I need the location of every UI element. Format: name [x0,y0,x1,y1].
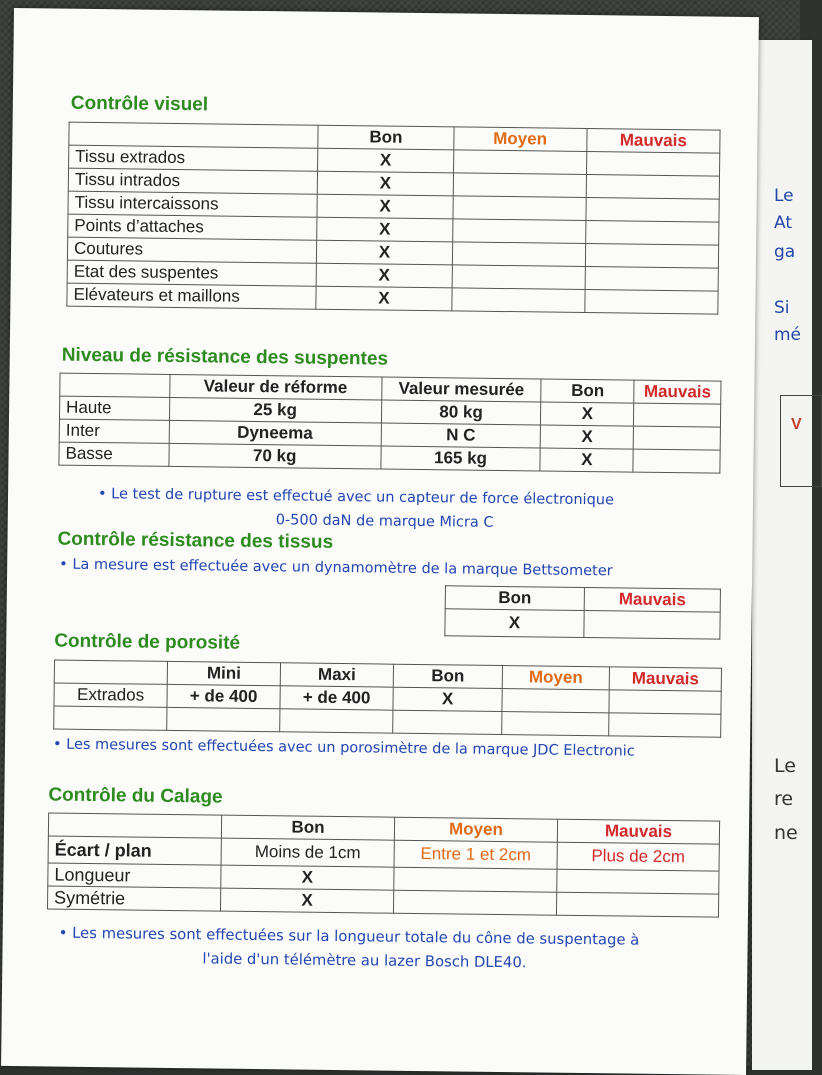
header-mauvais: Mauvais [587,129,720,154]
header-mauvais: Mauvais [584,588,720,613]
section-title-calage: Contrôle du Calage [48,784,223,808]
empty-cell [609,713,721,737]
visual-table [66,122,720,315]
section-title-tissus: Contrôle résistance des tissus [57,528,334,553]
cell-ecart-mauvais: Plus de 2cm [557,842,719,871]
cell-mauvais [584,611,720,640]
cell-reforme: Dyneema [169,420,381,446]
table-corner [69,122,319,148]
cell-moyen [452,219,585,244]
row-label: Coutures [67,237,317,263]
cell-moyen [453,173,586,198]
next-page-fragment: At [774,213,792,233]
cell-mauvais [586,175,719,200]
porosite-note: • Les mesures sont effectuées avec un porosimètre de la marque JDC Electronic [52,736,635,760]
cell-bon: X [541,425,634,449]
next-page-fragment: ne [774,822,798,844]
suspentes-note-line2: 0-500 daN de marque Micra C [275,512,494,531]
cell-mauvais [556,892,718,917]
empty-cell [280,709,393,733]
table-row [445,609,720,639]
row-label: Tissu intercaissons [68,191,318,217]
cell-mesuree: 165 kg [381,446,541,471]
cell-bon: X [220,888,393,913]
cell-bon: X [540,448,633,472]
next-page-fragment: ga [774,242,796,262]
row-label: Longueur [48,863,221,888]
cell-bon: X [316,286,451,311]
cell-bon: X [317,240,452,265]
cell-moyen [452,265,585,290]
header-mauvais: Mauvais [557,819,719,844]
cell-moyen [502,689,609,713]
cell-mauvais [634,403,721,427]
header-bon: Bon [318,125,453,150]
cell-mauvais [633,426,720,450]
cell-reforme: 25 kg [169,397,381,423]
header-moyen: Moyen [453,127,586,152]
next-page-box [780,395,822,487]
empty-cell [167,707,280,731]
calage-table [47,812,720,917]
calage-note-line1: • Les mesures sont effectuées sur la longueur totale du cône de suspentage à [58,924,640,949]
header-bon: Bon [393,664,502,688]
header-mauvais: Mauvais [609,667,721,691]
cell-mini: + de 400 [167,684,280,708]
next-page-fragment: re [774,788,794,810]
cell-mauvais [585,266,718,291]
cell-bon: X [541,402,634,426]
header-valeur-reforme: Valeur de réforme [169,374,381,400]
next-page-edge [752,40,812,1070]
row-label: Elévateurs et maillons [67,283,317,309]
suspentes-note-line1: • Le test de rupture est effectué avec un capteur de force électronique [97,486,615,509]
calage-note-line2: l'aide d'un télémètre au lazer Bosch DLE40. [202,950,527,972]
cell-moyen [393,890,556,915]
cell-moyen [453,150,586,175]
suspentes-table [58,373,721,474]
header-bon: Bon [221,815,394,840]
cell-mauvais [586,152,719,177]
row-label: Tissu extrados [69,145,319,171]
row-label: Extrados [54,683,167,707]
next-page-fragment: Le [774,186,794,206]
cell-bon: X [393,687,502,711]
row-label-ecart: Écart / plan [48,836,221,865]
row-label: Points d’attaches [68,214,318,240]
cell-bon: X [318,148,453,173]
cell-bon: X [221,865,394,890]
table-corner [54,660,167,684]
row-label: Tissu intrados [68,168,318,194]
cell-moyen [451,288,584,313]
cell-bon: X [445,609,584,638]
cell-ecart-moyen: Entre 1 et 2cm [394,840,557,869]
porosite-table [53,660,722,738]
row-label: Inter [59,419,169,443]
section-title-porosite: Contrôle de porosité [54,630,241,654]
header-mini: Mini [167,661,280,685]
cell-mesuree: N C [381,423,541,448]
cell-bon: X [317,194,452,219]
header-maxi: Maxi [280,663,393,687]
next-page-fragment: mé [774,325,802,345]
cell-mauvais [585,221,718,246]
cell-mauvais [585,243,718,268]
header-moyen: Moyen [502,666,609,690]
cell-ecart-bon: Moins de 1cm [221,838,394,867]
next-page-fragment: Si [774,298,790,318]
row-label: Basse [59,442,169,466]
table-corner [48,813,221,838]
row-label: Etat des suspentes [67,260,317,286]
cell-bon: X [316,263,451,288]
cell-mauvais [557,869,719,894]
cell-bon: X [317,217,452,242]
cell-mesuree: 80 kg [381,400,541,425]
cell-mauvais [609,690,721,714]
cell-reforme: 70 kg [169,443,381,469]
cell-mauvais [633,449,720,473]
cell-maxi: + de 400 [280,686,393,710]
header-moyen: Moyen [394,817,557,842]
next-page-fragment: V [791,416,802,433]
document-page [1,8,759,1075]
cell-moyen [394,867,557,892]
header-valeur-mesuree: Valeur mesurée [381,377,541,402]
cell-mauvais [586,198,719,223]
section-title-suspentes: Niveau de résistance des suspentes [61,344,389,370]
cell-moyen [452,242,585,267]
tissus-note: • La mesure est effectuée avec un dynamomètre de la marque Bettsometer [59,556,613,580]
table-corner [60,373,170,397]
header-mauvais: Mauvais [634,380,721,404]
cell-mauvais [585,289,718,314]
empty-cell [393,710,502,734]
row-label: Haute [59,396,169,420]
empty-cell [502,712,609,736]
next-page-fragment: Le [774,755,796,777]
tissus-table [444,585,721,639]
table-header-row [445,586,720,612]
header-bon: Bon [541,379,634,403]
header-bon: Bon [445,586,584,611]
cell-bon: X [318,171,453,196]
section-title-visuel: Contrôle visuel [70,92,209,116]
row-label: Symétrie [47,886,220,911]
cell-moyen [453,196,586,221]
empty-cell [54,706,167,730]
